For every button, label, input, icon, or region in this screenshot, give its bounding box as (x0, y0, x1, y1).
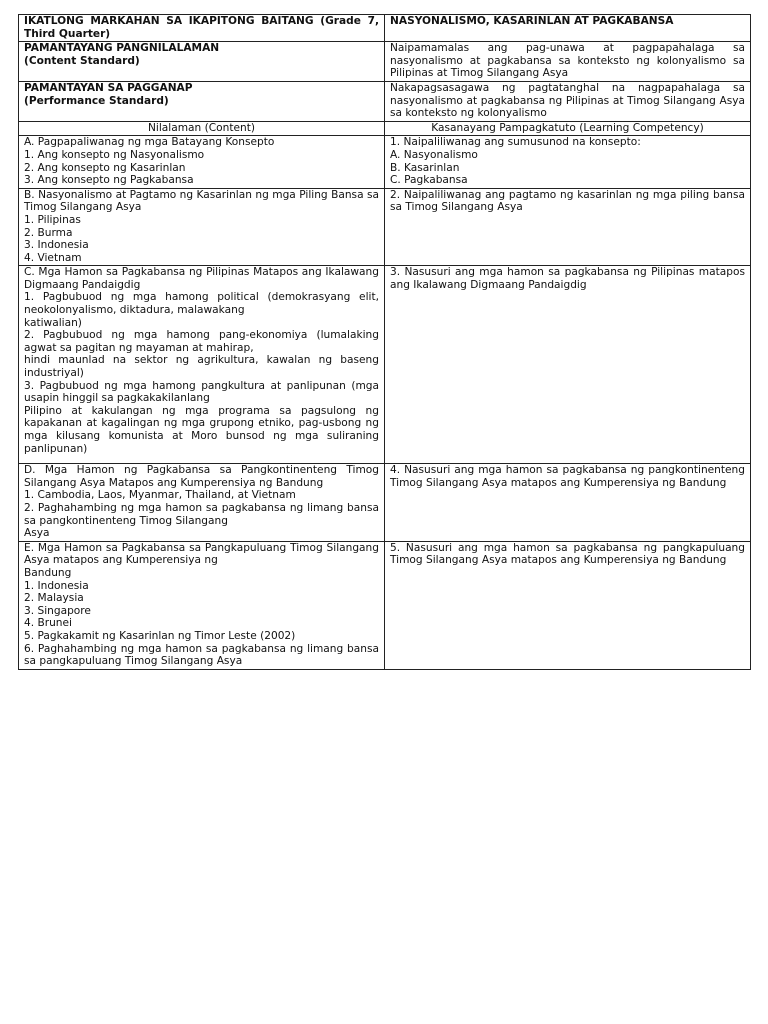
content-standard-label: PAMANTAYANG PANGNILALAMAN (24, 42, 220, 55)
content-line: E. Mga Hamon sa Pagkabansa sa Pangkapuluang Timog Silangang Asya matapos ang Kumperensiya ng (24, 541, 379, 567)
competency-line: 2. Naipaliliwanag ang pagtamo ng kasarinlan ng mga piling bansa sa Timog Silangang Asya (390, 188, 745, 214)
content-standard-label-cell (19, 42, 385, 82)
performance-standard-label-cell (19, 81, 385, 121)
content-line: Pilipino at kakulangan ng mga programa sa pagsulong ng kapakanan at kagalingan ng mga grupong etniko, pag-usbong ng mga kilusang komunista at Moro bunsod ng mga suliraning panlipunan) (24, 404, 379, 455)
content-line: 5. Pagkakamit ng Kasarinlan ng Timor Leste (2002) (24, 630, 296, 642)
table-row (19, 136, 751, 188)
content-line: katiwalian) (24, 316, 82, 329)
content-line: hindi maunlad na sektor ng agrikultura, kawalan ng baseng industriyal) (24, 354, 379, 380)
content-line: 4. Brunei (24, 617, 72, 630)
content-line: A. Pagpapaliwanag ng mga Batayang Konsepto (24, 136, 275, 149)
competency-line: 3. Nasusuri ang mga hamon sa pagkabansa ng Pilipinas matapos ang Ikalawang Digmaang Pandaigdig (390, 266, 745, 291)
performance-standard-sublabel: (Performance Standard) (24, 94, 169, 107)
competency-line: 5. Nasusuri ang mga hamon sa pagkabansa ng pangkapuluang Timog Silangang Asya matapos ang Kumperensiya ng Bandung (390, 541, 745, 567)
competency-cell (385, 541, 751, 669)
table-row (19, 266, 751, 464)
content-cell (19, 136, 385, 188)
content-line: 2. Malaysia (24, 592, 84, 605)
performance-standard-row (19, 81, 751, 121)
content-line: D. Mga Hamon ng Pagkabansa sa Pangkontinenteng Timog Silangang Asya Matapos ang Kumperensiya ng Bandung (24, 464, 379, 489)
curriculum-table (18, 14, 751, 670)
content-line: Bandung (24, 567, 72, 580)
content-line: 3. Pagbubuod ng mga hamong pangkultura at panlipunan (mga usapin hinggil sa pagkakakilanlang (24, 379, 379, 405)
content-line: 2. Paghahambing ng mga hamon sa pagkabansa ng limang bansa sa pangkontinenteng Timog Silangang (24, 502, 379, 527)
content-cell (19, 541, 385, 669)
table-row (19, 541, 751, 669)
competency-line: C. Pagkabansa (390, 174, 468, 187)
competency-column-header: Kasanayang Pampagkatuto (Learning Competency) (385, 121, 751, 136)
content-line: Asya (24, 527, 50, 540)
content-cell (19, 464, 385, 542)
content-line: 4. Vietnam (24, 251, 82, 264)
content-line: 1. Pilipinas (24, 213, 81, 226)
content-line: 6. Paghahambing ng mga hamon sa pagkabansa ng limang bansa sa pangkapuluang Timog Silangang Asya (24, 642, 379, 668)
content-line: B. Nasyonalismo at Pagtamo ng Kasarinlan ng mga Piling Bansa sa Timog Silangang Asya (24, 188, 379, 214)
content-line: 1. Cambodia, Laos, Myanmar, Thailand, at Vietnam (24, 489, 296, 502)
content-line: 3. Indonesia (24, 239, 89, 252)
content-standard-text: Naipamamalas ang pag-unawa at pagpapahalaga sa nasyonalismo at pagkabansa sa konteksto ng kolonyalismo sa Pilipinas at Timog Silangang Asya (385, 42, 751, 82)
content-line: 1. Pagbubuod ng mga hamong political (demokrasyang elit, neokolonyalismo, diktadura, malawakang (24, 291, 379, 317)
performance-standard-label: PAMANTAYAN SA PAGGANAP (24, 81, 193, 94)
content-line: 2. Ang konsepto ng Kasarinlan (24, 161, 186, 174)
competency-cell (385, 266, 751, 464)
content-line: 3. Singapore (24, 604, 91, 617)
title-row (19, 15, 751, 42)
content-column-header: Nilalaman (Content) (19, 121, 385, 136)
content-line: 2. Burma (24, 226, 73, 239)
competency-line: 4. Nasusuri ang mga hamon sa pagkabansa ng pangkontinenteng Timog Silangang Asya matapos ang Kumperensiya ng Bandung (390, 464, 745, 489)
quarter-title: IKATLONG MARKAHAN SA IKAPITONG BAITANG (Grade 7, Third Quarter) (19, 15, 385, 42)
content-line: 1. Ang konsepto ng Nasyonalismo (24, 148, 205, 161)
competency-cell (385, 188, 751, 266)
table-row (19, 464, 751, 542)
content-line: 3. Ang konsepto ng Pagkabansa (24, 174, 194, 187)
content-cell (19, 188, 385, 266)
content-line: C. Mga Hamon sa Pagkabansa ng Pilipinas Matapos ang Ikalawang Digmaang Pandaigdig (24, 266, 379, 291)
table-row (19, 188, 751, 266)
content-line: 1. Indonesia (24, 579, 89, 592)
content-standard-row (19, 42, 751, 82)
competency-line: B. Kasarinlan (390, 161, 460, 174)
content-line: 2. Pagbubuod ng mga hamong pang-ekonomiya (lumalaking agwat sa pagitan ng mayaman at mahirap, (24, 329, 379, 354)
content-standard-sublabel: (Content Standard) (24, 54, 140, 67)
topic-title: NASYONALISMO, KASARINLAN AT PAGKABANSA (385, 15, 751, 42)
competency-cell (385, 136, 751, 188)
content-cell (19, 266, 385, 464)
competency-cell (385, 464, 751, 542)
column-header-row (19, 121, 751, 136)
competency-line: 1. Naipaliliwanag ang sumusunod na konsepto: (390, 136, 641, 149)
performance-standard-text: Nakapagsasagawa ng pagtatanghal na nagpapahalaga sa nasyonalismo at pagkabansa ng Pilipinas at Timog Silangang Asya sa konteksto ng kolonyalismo (385, 81, 751, 121)
competency-line: A. Nasyonalismo (390, 148, 478, 161)
